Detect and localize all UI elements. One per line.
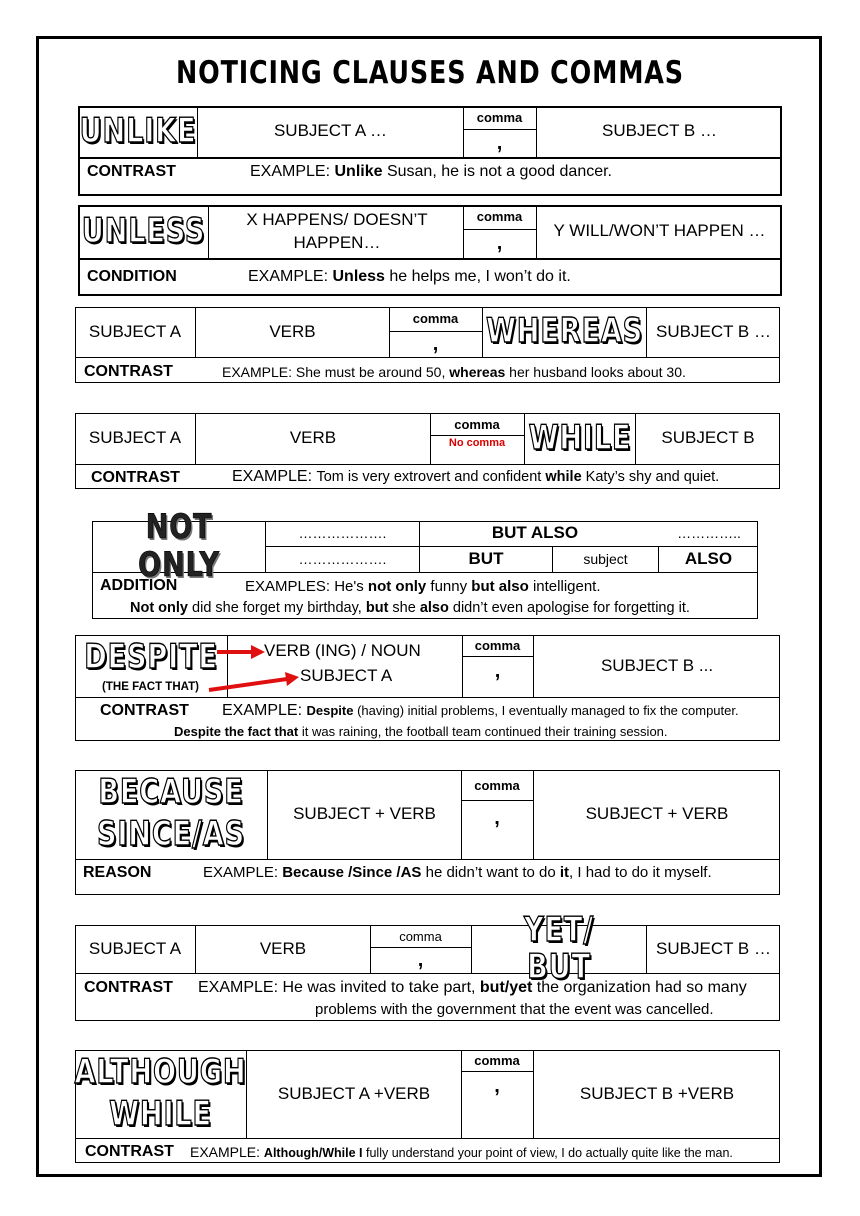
unless-example: EXAMPLE: Unless he helps me, I won’t do it. bbox=[248, 268, 571, 285]
comma-header: comma bbox=[474, 638, 521, 653]
unlike-example: EXAMPLE: Unlike Susan, he is not a good dancer. bbox=[250, 163, 612, 180]
despite-example-2: Despite the fact that it was raining, the football team continued their training session. bbox=[174, 724, 668, 739]
because-example: EXAMPLE: Because /Since /AS he didn’t want to do it, I had to do it myself. bbox=[203, 864, 712, 881]
since-as-keyword: SINCE/AS bbox=[96, 814, 245, 855]
whereas-example: EXAMPLE: She must be around 50, whereas her husband looks about 30. bbox=[222, 364, 686, 380]
because-keyword: BECAUSE bbox=[98, 772, 244, 813]
despite-example-1: EXAMPLE: Despite (having) initial problems, I eventually managed to fix the computer. bbox=[222, 702, 739, 719]
comma-mark: , bbox=[496, 132, 503, 154]
while-subject-b: SUBJECT B bbox=[661, 428, 755, 448]
yetbut-keyword: YET/ BUT bbox=[524, 909, 594, 987]
arrow-icon bbox=[209, 672, 299, 690]
unlike-label: CONTRAST bbox=[87, 163, 176, 180]
while-keyword-2: WHILE bbox=[109, 1094, 212, 1135]
although-clause-2: SUBJECT B +VERB bbox=[579, 1083, 735, 1103]
notonly-also: ALSO bbox=[684, 549, 733, 569]
despite-label: CONTRAST bbox=[100, 702, 189, 719]
although-keyword: ALTHOUGH bbox=[74, 1052, 247, 1093]
unlike-subject-b: SUBJECT B … bbox=[602, 121, 717, 141]
unless-keyword: UNLESS bbox=[81, 211, 206, 252]
comma-header: comma bbox=[474, 1053, 520, 1068]
comma-header: comma bbox=[412, 311, 459, 326]
notonly-label: ADDITION bbox=[100, 577, 178, 594]
yetbut-subject-b: SUBJECT B … bbox=[656, 938, 771, 958]
despite-subject-b: SUBJECT B ... bbox=[600, 655, 714, 675]
unless-condition: X HAPPENS/ DOESN’T HAPPEN… bbox=[246, 210, 428, 252]
despite-subject-a: SUBJECT A bbox=[300, 666, 393, 685]
no-comma-note: No comma bbox=[448, 437, 506, 449]
unlike-subject-a: SUBJECT A … bbox=[273, 121, 388, 141]
because-clause-1: SUBJECT + VERB bbox=[293, 804, 436, 824]
notonly-blank-3: ………….. bbox=[677, 525, 741, 542]
notonly-but: BUT bbox=[468, 549, 504, 569]
while-example: EXAMPLE: Tom is very extrovert and confident while Katy’s shy and quiet. bbox=[232, 468, 720, 485]
despite-verb-noun: VERB (ING) / NOUN bbox=[264, 641, 421, 660]
notonly-blank-1: ………………. bbox=[298, 525, 387, 542]
comma-header: comma bbox=[454, 417, 500, 432]
notonly-keyword: NOT ONLY bbox=[138, 507, 220, 585]
unless-result: Y WILL/WON’T HAPPEN … bbox=[553, 221, 766, 241]
although-example: EXAMPLE: Although/While I fully understand your point of view, I do actually quite like the man. bbox=[190, 1144, 733, 1160]
comma-header: comma bbox=[476, 209, 523, 224]
notonly-blank-2: ………………. bbox=[298, 551, 387, 568]
whereas-keyword: WHEREAS bbox=[485, 311, 644, 352]
comma-mark: , bbox=[417, 949, 424, 971]
notonly-but-also: BUT ALSO bbox=[491, 523, 579, 543]
comma-mark: , bbox=[494, 1075, 500, 1097]
while-subject-a: SUBJECT A bbox=[88, 428, 182, 448]
comma-header: comma bbox=[474, 778, 520, 793]
arrow-icon bbox=[217, 645, 265, 659]
although-label: CONTRAST bbox=[85, 1143, 174, 1160]
because-clause-2: SUBJECT + VERB bbox=[585, 804, 729, 824]
yetbut-label: CONTRAST bbox=[84, 979, 173, 996]
unless-label: CONDITION bbox=[87, 268, 177, 285]
page-title: NOTICING CLAUSES AND COMMAS bbox=[176, 55, 684, 91]
comma-header: comma bbox=[476, 110, 523, 125]
yetbut-subject-a: SUBJECT A bbox=[88, 938, 182, 958]
yetbut-example-line2: problems with the government that the event was cancelled. bbox=[315, 1001, 714, 1018]
because-label: REASON bbox=[83, 864, 152, 881]
whereas-label: CONTRAST bbox=[84, 363, 173, 380]
while-verb: VERB bbox=[289, 428, 337, 448]
while-keyword: WHILE bbox=[528, 417, 632, 458]
whereas-subject-b: SUBJECT B … bbox=[656, 321, 771, 341]
comma-mark: , bbox=[432, 333, 439, 355]
notonly-example-1: EXAMPLES: He's not only funny but also intelligent. bbox=[245, 578, 601, 595]
unlike-keyword: UNLIKE bbox=[79, 111, 197, 152]
comma-mark: , bbox=[494, 660, 501, 682]
despite-keyword: DESPITE bbox=[84, 637, 218, 678]
comma-mark: , bbox=[494, 807, 500, 829]
comma-header: comma bbox=[399, 929, 442, 944]
whereas-verb: VERB bbox=[269, 321, 316, 341]
notonly-example-2: Not only did she forget my birthday, but she also didn’t even apologise for forgetting it. bbox=[130, 600, 690, 616]
notonly-subject: subject bbox=[583, 551, 628, 568]
yetbut-example: EXAMPLE: He was invited to take part, but/yet the organization had so many bbox=[198, 979, 747, 996]
whereas-subject-a: SUBJECT A bbox=[88, 321, 182, 341]
comma-mark: , bbox=[496, 232, 503, 254]
despite-sub: (THE FACT THAT) bbox=[102, 681, 199, 693]
although-clause-1: SUBJECT A +VERB bbox=[277, 1083, 431, 1103]
yetbut-verb: VERB bbox=[259, 938, 307, 958]
while-label: CONTRAST bbox=[91, 469, 180, 486]
